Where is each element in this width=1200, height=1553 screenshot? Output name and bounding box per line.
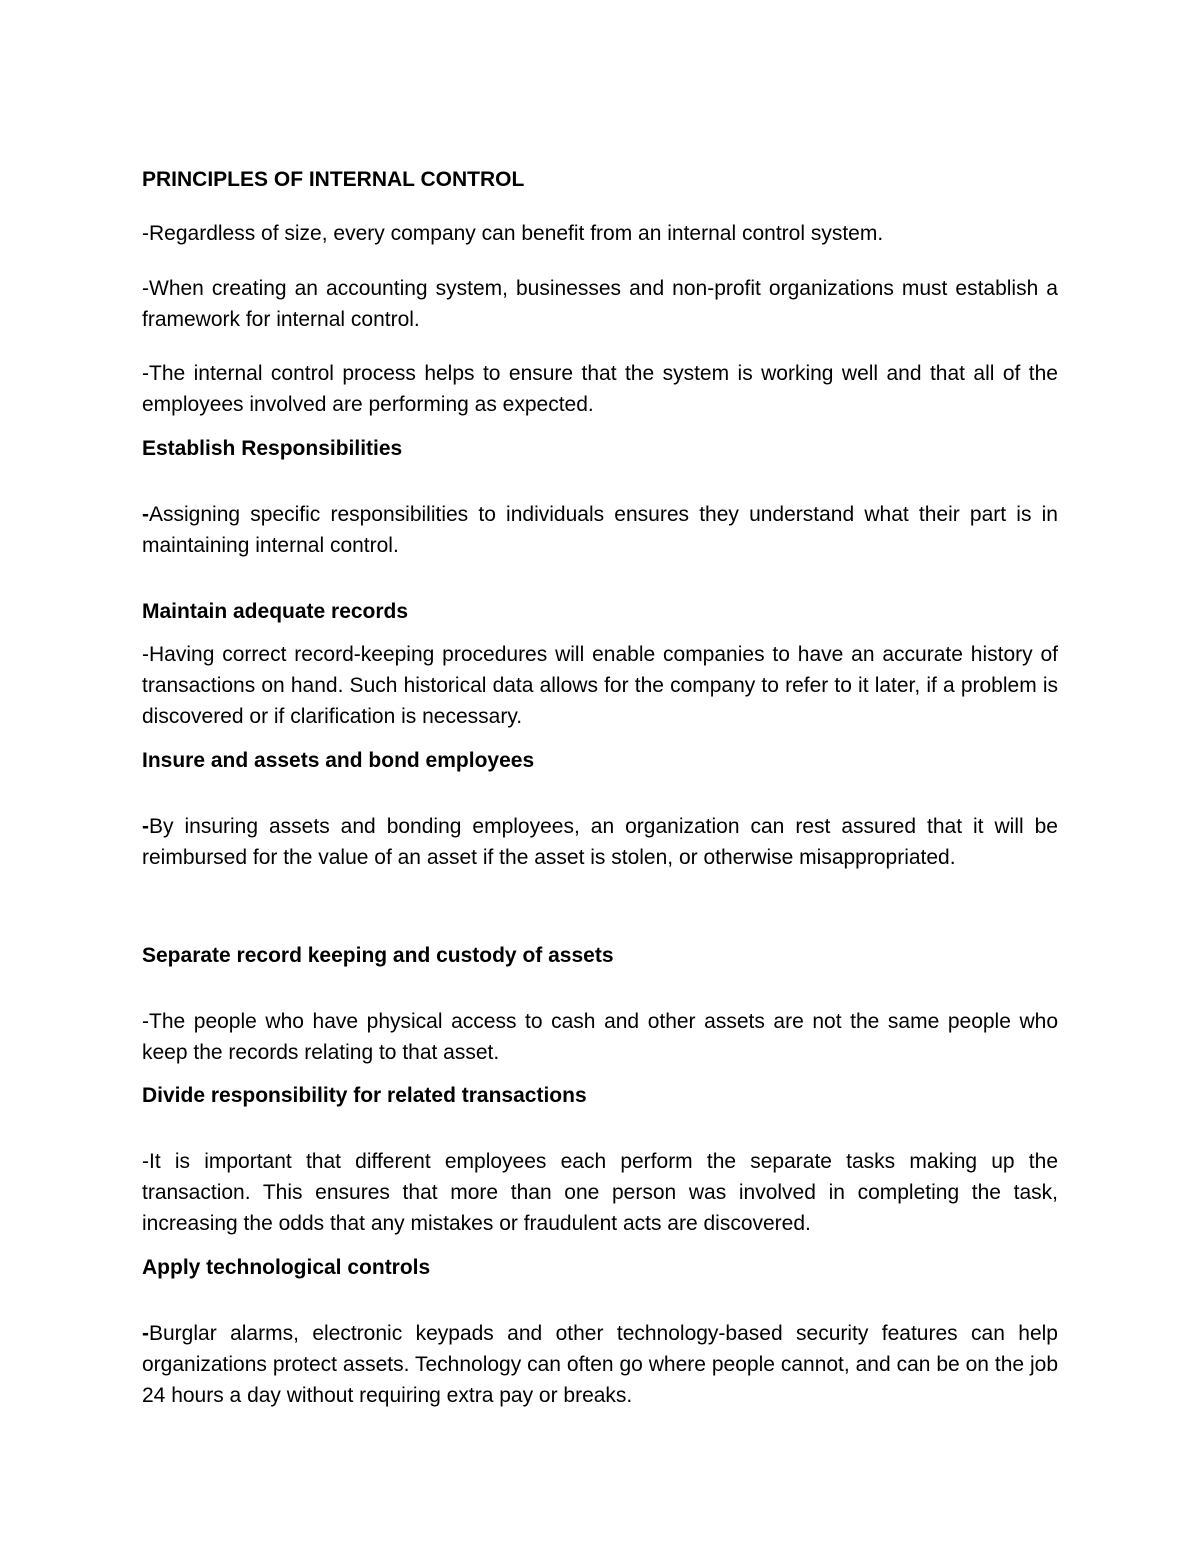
section-heading-separate-record-keeping: Separate record keeping and custody of assets (142, 944, 614, 967)
section-heading-apply-technological-controls: Apply technological controls (142, 1256, 431, 1279)
page-title: PRINCIPLES OF INTERNAL CONTROL (142, 168, 525, 191)
bullet-dash: - (142, 1150, 149, 1173)
section-body-apply-technological-controls (142, 1318, 1058, 1411)
section-text: The people who have physical access to cash and other assets are not the same people who keep the records relating to that asset. (142, 1010, 1058, 1064)
section-heading-establish-responsibilities: Establish Responsibilities (142, 437, 403, 460)
section-body-insure-assets (142, 811, 1058, 873)
section-text: By insuring assets and bonding employees, an organization can rest assured that it will be reimbursed for the value of an asset if the asset is stolen, or otherwise misappropriated. (142, 815, 1058, 869)
bullet-dash: - (142, 1010, 149, 1033)
bullet-dash: - (142, 815, 149, 838)
bullet-dash: - (142, 1322, 149, 1345)
section-body-establish-responsibilities (142, 499, 1058, 561)
section-text: It is important that different employees each perform the separate tasks making up the transaction. This ensures that more than one person was involved in completing the task, increasing the odds that any mistakes or fraudulent acts are discovered. (142, 1150, 1058, 1235)
intro-paragraph-1: -Regardless of size, every company can benefit from an internal control system. (142, 222, 884, 245)
section-heading-divide-responsibility: Divide responsibility for related transactions (142, 1084, 587, 1107)
section-text: Assigning specific responsibilities to individuals ensures they understand what their part is in maintaining internal control. (142, 503, 1058, 557)
section-heading-insure-assets: Insure and assets and bond employees (142, 749, 535, 772)
section-heading-maintain-adequate-records: Maintain adequate records (142, 600, 409, 623)
intro-paragraph-2: -When creating an accounting system, businesses and non-profit organizations must establish a framework for internal control. (142, 277, 1058, 331)
section-text: Burglar alarms, electronic keypads and other technology-based security features can help organizations protect assets. Technology can often go where people cannot, and can be on the job 24 hours a day without requiring extra pay or breaks. (142, 1322, 1058, 1407)
section-body-separate-record-keeping (142, 1006, 1058, 1068)
section-body-divide-responsibility (142, 1146, 1058, 1239)
section-body-maintain-adequate-records (142, 639, 1058, 732)
bullet-dash: - (142, 643, 149, 666)
bullet-dash: - (142, 503, 149, 526)
section-text: Having correct record-keeping procedures will enable companies to have an accurate history of transactions on hand. Such historical data allows for the company to refer to it later, if a problem is discovered or if clarification is necessary. (142, 643, 1058, 728)
intro-paragraph-3: -The internal control process helps to ensure that the system is working well and that all of the employees involved are performing as expected. (142, 362, 1058, 416)
